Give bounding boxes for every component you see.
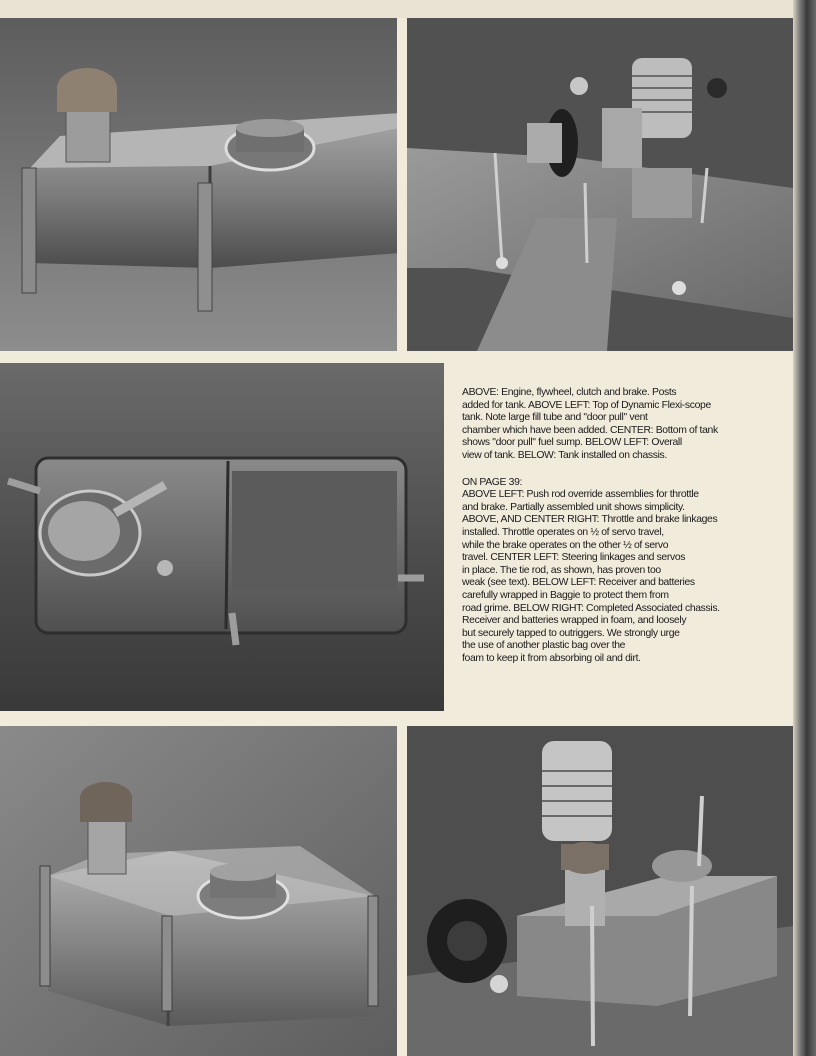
caption-line: ABOVE: Engine, flywheel, clutch and brake. Posts — [462, 387, 677, 398]
caption-line: foam to keep it from absorbing oil and dirt. — [462, 652, 641, 664]
page-top-margin — [0, 0, 793, 18]
caption-line: in place. The tie rod, as shown, has proven too — [462, 564, 661, 576]
caption-line: the use of another plastic bag over the — [462, 640, 626, 652]
chassis-illustration — [407, 726, 793, 1056]
caption-line: added for tank. ABOVE LEFT: Top of Dynamic Flexi-scope — [462, 399, 711, 411]
caption-line: ABOVE LEFT: Push rod override assemblies for throttle — [462, 489, 699, 501]
caption-line: weak (see text). BELOW LEFT: Receiver and batteries — [462, 577, 695, 589]
caption-line: ABOVE, AND CENTER RIGHT: Throttle and brake linkages — [462, 514, 718, 526]
caption-line: ON PAGE 39: — [462, 476, 523, 488]
caption-block-page-39 — [462, 477, 762, 666]
engine-illustration — [407, 18, 793, 351]
tank-overall-illustration — [0, 726, 397, 1056]
caption-line: Receiver and batteries wrapped in foam, and loosely — [462, 615, 687, 627]
caption-line: carefully wrapped in Baggie to protect them from — [462, 589, 669, 601]
caption-line: view of tank. BELOW: Tank installed on chassis. — [462, 449, 667, 461]
caption-line: and brake. Partially assembled unit shows simplicity. — [462, 501, 685, 513]
caption-line: installed. Throttle operates on ½ of servo travel, — [462, 526, 664, 538]
tank-bottom-illustration — [0, 363, 444, 711]
photo-caption — [462, 387, 762, 679]
photo-tank-top-view — [0, 18, 397, 351]
caption-line: but securely tapped to outriggers. We strongly urge — [462, 627, 680, 639]
caption-line: shows "door pull" fuel sump. BELOW LEFT: Overall — [462, 437, 682, 449]
photo-tank-bottom-view — [0, 363, 444, 711]
page-binding-edge — [793, 0, 816, 1056]
caption-line: while the brake operates on the other ½ of servo — [462, 539, 669, 551]
caption-block-this-page — [462, 387, 762, 463]
tank-top-illustration — [0, 18, 397, 351]
caption-line: road grime. BELOW RIGHT: Completed Associated chassis. — [462, 602, 720, 614]
caption-line: chamber which have been added. CENTER: Bottom of tank — [462, 424, 718, 436]
photo-engine-flywheel — [407, 18, 793, 351]
photo-tank-overall-view — [0, 726, 397, 1056]
caption-line: tank. Note large fill tube and "door pull" vent — [462, 412, 648, 424]
photo-tank-on-chassis — [407, 726, 793, 1056]
caption-line: travel. CENTER LEFT: Steering linkages and servos — [462, 552, 686, 564]
